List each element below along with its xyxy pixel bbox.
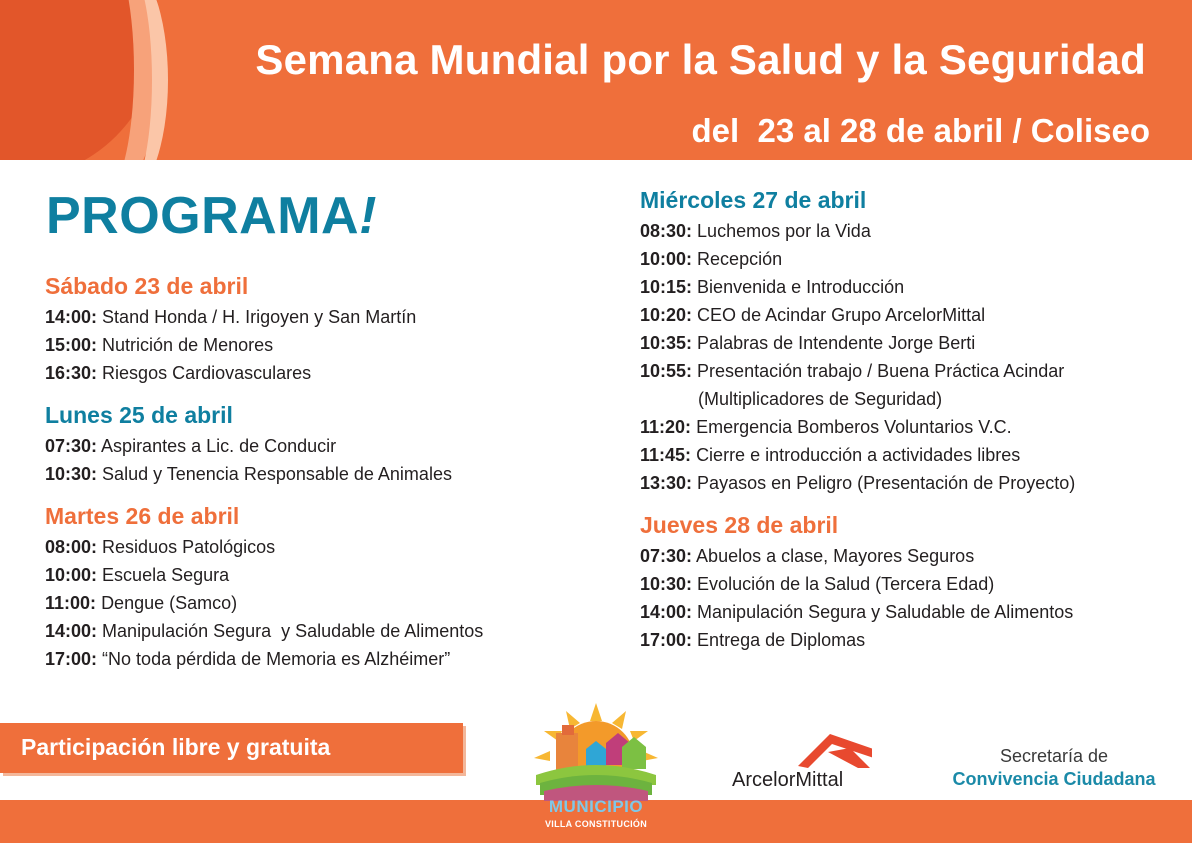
- schedule-time: 10:20:: [640, 305, 693, 325]
- schedule-activity: Stand Honda / H. Irigoyen y San Martín: [102, 307, 417, 327]
- schedule-activity: Aspirantes a Lic. de Conducir: [101, 436, 337, 456]
- schedule-time: 14:00:: [45, 307, 98, 327]
- schedule-item: [640, 570, 1180, 598]
- schedule-item: [45, 645, 605, 673]
- day-block: [45, 502, 605, 673]
- schedule-activity: Riesgos Cardiovasculares: [102, 363, 312, 383]
- day-title: Miércoles 27 de abril: [640, 187, 867, 213]
- program-heading-mark: !: [359, 187, 377, 245]
- schedule-activity: Evolución de la Salud (Tercera Edad): [697, 574, 995, 594]
- free-participation-banner: Participación libre y gratuita: [0, 723, 463, 773]
- schedule-time: 07:30:: [640, 546, 693, 566]
- schedule-item: [45, 617, 605, 645]
- schedule-activity: Cierre e introducción a actividades libres: [696, 445, 1021, 465]
- schedule-time: 13:30:: [640, 473, 693, 493]
- secretaria-logo: [944, 745, 1164, 791]
- schedule-item: [640, 329, 1180, 357]
- schedule-activity: Payasos en Peligro (Presentación de Proyecto): [697, 473, 1076, 493]
- schedule-item: [45, 533, 605, 561]
- schedule-item: [45, 303, 605, 331]
- schedule-activity: Entrega de Diplomas: [697, 630, 866, 650]
- schedule-activity: Presentación trabajo / Buena Práctica Acindar: [697, 361, 1065, 381]
- schedule-activity: Escuela Segura: [102, 565, 230, 585]
- municipio-subtitle: VILLA CONSTITUCIÓN: [544, 819, 648, 829]
- schedule-item: [45, 331, 605, 359]
- page-subtitle: del 23 al 28 de abril / Coliseo: [691, 112, 1150, 149]
- schedule-time: 11:00:: [45, 593, 97, 613]
- schedule-item: [640, 441, 1180, 469]
- schedule-time: 10:30:: [640, 574, 693, 594]
- schedule-activity: Palabras de Intendente Jorge Berti: [697, 333, 976, 353]
- schedule-time: 15:00:: [45, 335, 98, 355]
- arcelormittal-name: ArcelorMittal: [732, 769, 844, 791]
- schedule-time: 14:00:: [640, 602, 693, 622]
- schedule-time: 11:20:: [640, 417, 692, 437]
- header-banner: [0, 0, 1192, 160]
- schedule-activity: Dengue (Samco): [101, 593, 238, 613]
- schedule-item: [640, 469, 1180, 497]
- day-title: Lunes 25 de abril: [45, 402, 233, 428]
- schedule-activity: Residuos Patológicos: [102, 537, 276, 557]
- schedule-activity: Emergencia Bomberos Voluntarios V.C.: [696, 417, 1012, 437]
- schedule-item: [45, 460, 605, 488]
- schedule-time: 10:00:: [45, 565, 98, 585]
- arcelormittal-swoosh-icon: [732, 728, 872, 770]
- day-title: Jueves 28 de abril: [640, 512, 839, 538]
- schedule-time: 16:30:: [45, 363, 98, 383]
- schedule-time: 10:35:: [640, 333, 693, 353]
- municipio-sun-icon: [526, 703, 666, 803]
- schedule-time: 11:45:: [640, 445, 692, 465]
- program-heading: [46, 186, 377, 246]
- secretaria-line1: Secretaría de: [999, 746, 1109, 766]
- schedule-activity: “No toda pérdida de Memoria es Alzhéimer”: [102, 649, 451, 669]
- schedule-time: 08:30:: [640, 221, 693, 241]
- schedule-item: [640, 542, 1180, 570]
- schedule-item: [640, 626, 1180, 654]
- schedule-activity: Luchemos por la Vida: [697, 221, 871, 241]
- arcelormittal-logo: [732, 728, 872, 798]
- schedule-activity: Nutrición de Menores: [102, 335, 274, 355]
- schedule-item: [45, 359, 605, 387]
- day-title: Sábado 23 de abril: [45, 273, 249, 299]
- schedule-time: 07:30:: [45, 436, 98, 456]
- schedule-time: 10:30:: [45, 464, 98, 484]
- schedule-time: 14:00:: [45, 621, 98, 641]
- schedule-activity-continuation: (Multiplicadores de Seguridad): [698, 389, 943, 409]
- schedule-time: 10:00:: [640, 249, 693, 269]
- schedule-activity: Manipulación Segura y Saludable de Alimentos: [102, 621, 484, 641]
- schedule-item: [640, 245, 1180, 273]
- schedule-item: [640, 357, 1180, 413]
- schedule-activity: Recepción: [697, 249, 783, 269]
- schedule-right-column: [640, 186, 1180, 668]
- schedule-left-column: [45, 272, 605, 687]
- day-block: [640, 511, 1180, 654]
- schedule-activity: Bienvenida e Introducción: [697, 277, 905, 297]
- schedule-time: 08:00:: [45, 537, 98, 557]
- schedule-time: 10:15:: [640, 277, 693, 297]
- schedule-item: [640, 598, 1180, 626]
- schedule-item: [45, 432, 605, 460]
- day-block: [640, 186, 1180, 497]
- day-block: [45, 272, 605, 387]
- secretaria-line2: Convivencia Ciudadana: [952, 769, 1156, 789]
- schedule-activity: Salud y Tenencia Responsable de Animales: [102, 464, 452, 484]
- schedule-time: 17:00:: [45, 649, 98, 669]
- schedule-item: [640, 413, 1180, 441]
- day-block: [45, 401, 605, 488]
- schedule-time: 17:00:: [640, 630, 693, 650]
- decorative-swoosh: [78, 0, 168, 160]
- schedule-item: [45, 561, 605, 589]
- schedule-time: 10:55:: [640, 361, 693, 381]
- schedule-activity: Abuelos a clase, Mayores Seguros: [696, 546, 975, 566]
- schedule-item: [45, 589, 605, 617]
- schedule-activity: CEO de Acindar Grupo ArcelorMittal: [697, 305, 986, 325]
- schedule-activity: Manipulación Segura y Saludable de Alimentos: [697, 602, 1074, 622]
- schedule-item: [640, 217, 1180, 245]
- municipio-logo: [526, 703, 666, 838]
- page-title: Semana Mundial por la Salud y la Seguridad: [255, 36, 1146, 83]
- schedule-item: [640, 273, 1180, 301]
- program-heading-text: PROGRAMA: [46, 187, 360, 245]
- schedule-item: [640, 301, 1180, 329]
- municipio-name: MUNICIPIO: [548, 797, 644, 816]
- day-title: Martes 26 de abril: [45, 503, 240, 529]
